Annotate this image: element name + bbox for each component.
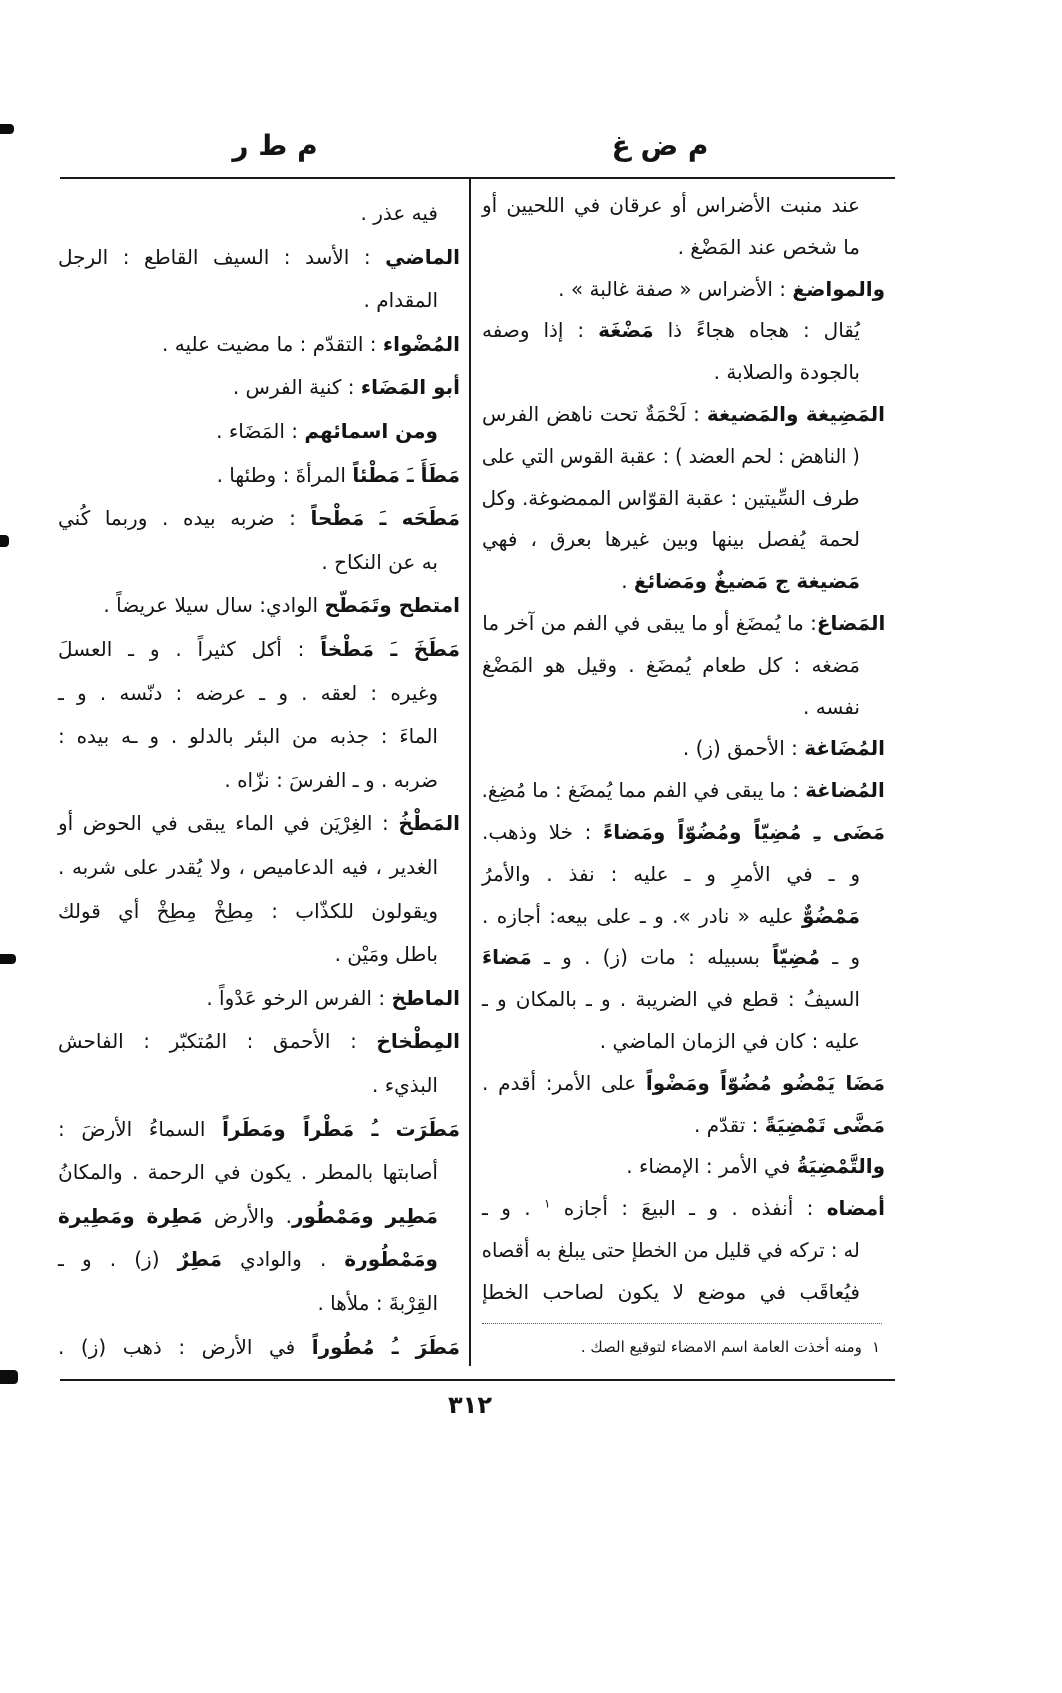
definition-text: عليه « نادر ». و ـ على بيعه: أجازه . bbox=[482, 903, 802, 928]
headword: مَضْغَة bbox=[598, 318, 654, 343]
headword: مَطَخَ ـَ مَطْخاً bbox=[320, 637, 460, 661]
headword: المِطْخاخ bbox=[376, 1029, 460, 1054]
line-content bbox=[58, 1109, 460, 1149]
dictionary-line bbox=[58, 629, 460, 669]
dictionary-line bbox=[58, 193, 438, 233]
definition-text: : خلا وذهب. bbox=[482, 820, 603, 844]
definition-text: : التقدّم : ما مضيت عليه . bbox=[162, 331, 383, 356]
line-content bbox=[103, 585, 460, 625]
dictionary-line bbox=[58, 803, 460, 843]
dictionary-line bbox=[58, 1239, 438, 1279]
definition-text: : كنية الفرس . bbox=[232, 375, 361, 400]
line-content bbox=[58, 1021, 460, 1061]
definition-text: ما شخص عند المَضْغ . bbox=[677, 234, 860, 259]
headword: الماضي bbox=[385, 244, 460, 269]
dictionary-line bbox=[58, 760, 438, 800]
line-content bbox=[58, 1152, 438, 1192]
footnote-ref: ١ bbox=[543, 1196, 551, 1211]
line-content bbox=[321, 542, 438, 582]
definition-text: البذيء . bbox=[372, 1073, 438, 1097]
line-content bbox=[58, 1327, 460, 1367]
definition-text: ويقولون للكذّاب : مِطِخْ مِطِخْ أي قولك bbox=[57, 898, 438, 923]
line-content bbox=[58, 891, 438, 931]
headword: مَطَرَ ـُ مُطُوراً bbox=[311, 1334, 460, 1359]
headword: مَضَى ـِ مُضِيّاً ومُضُوّاً ومَضاءً bbox=[603, 820, 885, 844]
definition-text: : المَضَاء . bbox=[216, 419, 305, 443]
definition-text: على الأمر: أقدم . bbox=[482, 1070, 646, 1095]
definition-text: : الفرس الرخو عَدْواً . bbox=[206, 985, 392, 1010]
definition-text: : الأحمق (ز) . bbox=[682, 736, 805, 761]
definition-text: و ـ في الأمرِ و ـ عليه : نفذ . والأمرُ bbox=[481, 861, 860, 886]
definition-text: . والأرض bbox=[202, 1203, 292, 1228]
definition-text: فيُعاقَب في موضع لا يكون لصاحب الخطإ bbox=[482, 1279, 860, 1304]
definition-text: : الأسد : السيف القاطع : الرجل bbox=[58, 244, 386, 269]
footnote-marker: ١ bbox=[871, 1338, 880, 1356]
footnote-separator bbox=[482, 1323, 882, 1324]
definition-text: : ما يبقى في الفم مما يُمضَغ : ما مُضِغ. bbox=[481, 778, 806, 803]
definition-text: السماءُ الأرضَ : bbox=[58, 1116, 223, 1141]
page-number: ٣١٢ bbox=[448, 1391, 492, 1419]
definition-text: في الأمر : الإمضاء . bbox=[626, 1154, 797, 1179]
definition-text: السيفُ : قطع في الضريبة . و ـ بالمكان و ـ bbox=[482, 987, 860, 1012]
definition-text: به عن النكاح . bbox=[321, 549, 438, 574]
line-content bbox=[58, 847, 438, 887]
line-content bbox=[58, 629, 460, 669]
line-content bbox=[364, 280, 438, 320]
line-content bbox=[224, 760, 438, 800]
definition-text: : تقدّم . bbox=[694, 1112, 765, 1137]
headword: المُضَاغة bbox=[804, 736, 885, 761]
definition-text: الغدير ، فيه الدعاميص ، ولا يُقدر على شربه . bbox=[58, 855, 438, 879]
line-content bbox=[335, 934, 438, 974]
headword: ومن اسمائهم bbox=[304, 419, 438, 443]
line-content bbox=[217, 455, 460, 495]
definition-text: الوادي: سال سيلا عريضاً . bbox=[103, 593, 325, 618]
definition-text: في الأرض : ذهب (ز) . bbox=[57, 1334, 312, 1359]
dictionary-line bbox=[58, 1327, 460, 1367]
dictionary-line bbox=[58, 367, 460, 407]
headword: المَطْخُ bbox=[398, 811, 460, 836]
definition-text: : الأضراس « صفة غالبة » . bbox=[558, 276, 793, 301]
dictionary-line bbox=[58, 237, 460, 277]
dictionary-line bbox=[58, 1196, 438, 1236]
headword: المَضِيغة والمَضيغة bbox=[706, 402, 885, 426]
dictionary-line bbox=[58, 542, 438, 582]
definition-text: عليه : كان في الزمان الماضي . bbox=[599, 1029, 860, 1053]
headword: الماطخ bbox=[391, 985, 460, 1010]
headword: مُضِيّاً bbox=[772, 945, 820, 970]
dictionary-line bbox=[58, 324, 460, 364]
line-content bbox=[233, 367, 460, 407]
line-content bbox=[162, 324, 460, 364]
dictionary-line bbox=[58, 411, 438, 451]
headword: المَضاغ bbox=[816, 611, 885, 635]
dictionary-line bbox=[58, 1021, 460, 1061]
left-column-header: م ط ر bbox=[232, 129, 318, 162]
definition-text: المقدام . bbox=[363, 288, 438, 313]
definition-text: فيه عذر . bbox=[360, 201, 438, 225]
line-content bbox=[58, 1196, 438, 1236]
definition-text: بسبيله : مات (ز) . و ـ bbox=[531, 945, 773, 970]
dictionary-line bbox=[58, 934, 438, 974]
definition-text: الماءَ : جذبه من البئر بالدلو . و ـه بيده : bbox=[58, 724, 438, 749]
definition-text: : ما يُمضَغ أو ما يبقى في الفم من آخر ما bbox=[481, 611, 817, 635]
footnote-text: ومنه أخذت العامة اسم الامضاء لتوقيع الصك . bbox=[580, 1338, 862, 1356]
definition-text: مَضغه : كل طعام يُمضَغ . وقيل هو المَضْغ bbox=[482, 652, 860, 677]
dictionary-line bbox=[58, 891, 438, 931]
headword: مَضَا يَمْضُو مُضُوّاً ومَضْواً bbox=[645, 1070, 885, 1095]
definition-text: ( الناهض : لحم العضد ) : عقبة القوس التي على bbox=[482, 443, 860, 468]
headword: مَضيغة ج مَضيغٌ ومَضائغ bbox=[633, 569, 860, 594]
dictionary-line bbox=[58, 585, 460, 625]
definition-text: : أنفذه . و ـ البيعَ : أجازه bbox=[550, 1196, 827, 1221]
headword: المُضْواء bbox=[382, 331, 460, 356]
definition-text: أصابتها بالمطر . يكون في الرحمة . والمكانُ bbox=[58, 1160, 438, 1185]
line-content bbox=[58, 237, 460, 277]
definition-text: وغيره : لعقه . و ـ عرضه : دنّسه . و ـ bbox=[57, 680, 438, 705]
dictionary-line bbox=[58, 1283, 438, 1323]
line-content bbox=[216, 411, 438, 451]
dictionary-line bbox=[58, 455, 460, 495]
headword: مَطَأَ ـَ مَطْئاً bbox=[352, 462, 460, 487]
headword: مَطِرٌ bbox=[177, 1247, 222, 1272]
line-content bbox=[206, 978, 460, 1018]
dictionary-line bbox=[58, 1109, 460, 1149]
line-content bbox=[361, 193, 438, 233]
dictionary-line bbox=[58, 1065, 438, 1105]
headword: ومَمْطُورة bbox=[344, 1247, 438, 1272]
definition-text: لحمة يُفصل بينها وبين غيرها بعرق ، فهي bbox=[481, 527, 860, 552]
dictionary-line bbox=[58, 847, 438, 887]
definition-text: ضربه . و ـ الفرسَ : نزّاه . bbox=[224, 767, 438, 792]
headword: مَطَرَت ـُ مَطْراً ومَطَراً bbox=[222, 1116, 460, 1141]
definition-text: طرف السِّيتين : عقبة القوّاس الممضوغة. وكل bbox=[481, 485, 860, 510]
definition-text: : إذا وصفه bbox=[482, 318, 599, 343]
line-content bbox=[58, 498, 460, 538]
headword: مَطَحَه ـَ مَطْحاً bbox=[310, 506, 460, 531]
headword: المُضاغة bbox=[805, 778, 885, 803]
line-content bbox=[58, 673, 438, 713]
headword: امتطح وتَمَطّح bbox=[324, 593, 460, 618]
headword: والمواضغ bbox=[792, 276, 885, 301]
headword: مَضَّى تَمْضِيَةً bbox=[764, 1112, 885, 1137]
footnote bbox=[581, 1335, 880, 1359]
headword: أبو المَضَاء bbox=[360, 375, 460, 400]
dictionary-line bbox=[58, 1152, 438, 1192]
definition-text: . bbox=[621, 569, 634, 594]
definition-text: بالجودة والصلابة . bbox=[713, 360, 860, 385]
headword: مَمْضُوٌّ bbox=[801, 903, 860, 928]
dictionary-line bbox=[58, 978, 460, 1018]
definition-text: عند منبت الأضراس أو عرقان في اللحيين أو bbox=[482, 193, 860, 217]
headword: أمضاه bbox=[826, 1196, 885, 1221]
line-content bbox=[58, 716, 438, 756]
line-content bbox=[372, 1065, 438, 1105]
right-column-header: م ض غ bbox=[611, 129, 709, 162]
line-content bbox=[58, 1239, 438, 1279]
headword: والتَّمْضِيَةُ bbox=[796, 1154, 885, 1179]
definition-text: يُقال : هجاه هجاءً ذا bbox=[653, 318, 860, 343]
definition-text: : الأحمق : المُتكبّر : الفاحش bbox=[58, 1029, 377, 1054]
definition-text: : أكل كثيراً . و ـ العسلَ bbox=[58, 637, 321, 661]
definition-text: . و ـ bbox=[482, 1196, 544, 1221]
definition-text: و ـ bbox=[819, 945, 860, 970]
line-content bbox=[317, 1283, 438, 1323]
headword: مَطِير ومَمْطُور bbox=[291, 1203, 438, 1228]
definition-text: باطل ومَيْن . bbox=[334, 942, 438, 967]
dictionary-line bbox=[58, 716, 438, 756]
definition-text: : ضربه بيده . وربما كُني bbox=[57, 506, 311, 531]
definition-text: : الغِرْيَن في الماء يبقى في الحوض أو bbox=[57, 811, 399, 836]
definition-text: القِرْبةَ : ملأها . bbox=[317, 1291, 438, 1315]
headword: مَضاءَ bbox=[481, 945, 532, 970]
dictionary-line bbox=[58, 280, 438, 320]
headword: مَطِرة ومَطِيرة bbox=[58, 1203, 203, 1228]
dictionary-line bbox=[58, 673, 438, 713]
dictionary-line bbox=[58, 498, 460, 538]
definition-text: المرأةَ : وطئها . bbox=[216, 462, 353, 487]
definition-text: (ز) . و ـ bbox=[58, 1247, 178, 1272]
definition-text: : لَحْمَةٌ تحت ناهض الفرس bbox=[482, 402, 707, 426]
definition-text: نفسه . bbox=[803, 694, 860, 719]
definition-text: . والوادي bbox=[221, 1247, 345, 1272]
line-content bbox=[58, 803, 460, 843]
definition-text: له : تركه في قليل من الخطإ حتى يبلغ به أقصاه bbox=[481, 1238, 860, 1262]
